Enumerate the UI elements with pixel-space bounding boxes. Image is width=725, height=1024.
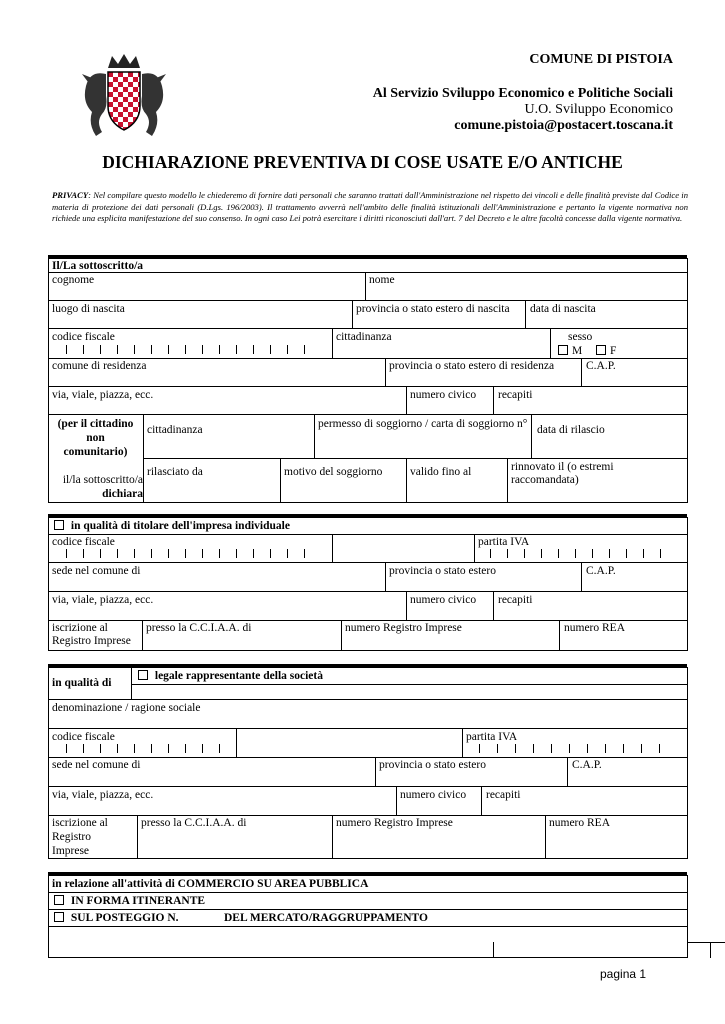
titolare-codice-fiscale-field[interactable]: codice fiscale xyxy=(52,536,115,548)
titolare-numero-rea-field[interactable]: numero REA xyxy=(564,622,626,634)
itinerante-label: IN FORMA ITINERANTE xyxy=(70,895,206,907)
service-name: Al Servizio Sviluppo Economico e Politiche Sociali xyxy=(372,86,673,101)
titolare-cciaa-field[interactable]: presso la C.C.I.A.A. di xyxy=(146,622,252,634)
titolare-numero-civico-field[interactable]: numero civico xyxy=(410,594,477,606)
titolare-iscrizione-label: iscrizione al Registro Imprese xyxy=(52,622,131,647)
societa-numero-civico-field[interactable]: numero civico xyxy=(400,789,467,801)
non-eu-label: (per il cittadino xyxy=(57,418,134,430)
titolare-checkbox[interactable] xyxy=(54,520,290,533)
titolare-partita-iva-boxes[interactable] xyxy=(474,549,688,560)
commercio-heading: in relazione all'attività di COMMERCIO SU AREA PUBBLICA xyxy=(52,878,369,890)
privacy-label: PRIVACY xyxy=(52,190,89,200)
societa-partita-iva-boxes[interactable] xyxy=(462,744,688,755)
posteggio-label: SUL POSTEGGIO N. xyxy=(70,912,179,924)
codice-fiscale-field[interactable]: codice fiscale xyxy=(52,331,115,343)
titolare-sede-field[interactable]: sede nel comune di xyxy=(52,565,141,577)
societa-codice-fiscale-field[interactable]: codice fiscale xyxy=(52,731,115,743)
sesso-m-label: M xyxy=(572,345,583,357)
data-nascita-field[interactable]: data di nascita xyxy=(530,303,596,315)
titolare-cap-field[interactable]: C.A.P. xyxy=(586,565,616,577)
societa-iscrizione-label-2: Registro xyxy=(52,831,91,843)
coat-of-arms-logo xyxy=(78,52,170,144)
sottoscritto-label: il/la sottoscritto/a xyxy=(62,474,143,486)
societa-cciaa-field[interactable]: presso la C.C.I.A.A. di xyxy=(141,817,247,829)
in-qualita-label: in qualità di xyxy=(52,677,112,689)
sesso-f-label: F xyxy=(610,345,617,357)
comune-residenza-field[interactable]: comune di residenza xyxy=(52,360,147,372)
societa-partita-iva-field[interactable]: partita IVA xyxy=(466,731,518,743)
cittadinanza-non-eu-field[interactable]: cittadinanza xyxy=(147,424,203,436)
provincia-residenza-field[interactable]: provincia o stato estero di residenza xyxy=(389,360,555,372)
titolare-provincia-field[interactable]: provincia o stato estero xyxy=(389,565,496,577)
privacy-notice xyxy=(52,190,688,225)
permesso-soggiorno-field[interactable]: permesso di soggiorno / carta di soggiorno n° xyxy=(318,418,528,430)
recapiti-field[interactable]: recapiti xyxy=(498,389,533,401)
titolare-heading: in qualità di titolare dell'impresa individuale xyxy=(70,520,290,532)
societa-cap-field[interactable]: C.A.P. xyxy=(572,759,602,771)
societa-numero-registro-field[interactable]: numero Registro Imprese xyxy=(336,817,453,829)
codice-fiscale-boxes[interactable] xyxy=(48,345,332,356)
rilasciato-da-field[interactable]: rilasciato da xyxy=(147,466,203,478)
motivo-soggiorno-field[interactable]: motivo del soggiorno xyxy=(284,466,383,478)
page-number: pagina 1 xyxy=(600,967,647,981)
denominazione-field[interactable]: denominazione / ragione sociale xyxy=(52,702,201,714)
non-eu-label-2: non xyxy=(86,432,105,444)
societa-iscrizione-label: iscrizione al xyxy=(52,817,108,829)
societa-sede-field[interactable]: sede nel comune di xyxy=(52,759,141,771)
rinnovato-field[interactable]: rinnovato il (o estremi raccomandata) xyxy=(511,461,614,486)
unit-name: U.O. Sviluppo Economico xyxy=(524,102,673,117)
titolare-recapiti-field[interactable]: recapiti xyxy=(498,594,533,606)
provincia-nascita-field[interactable]: provincia o stato estero di nascita xyxy=(356,303,510,315)
non-eu-label-3: comunitario) xyxy=(63,446,128,458)
societa-numero-rea-field[interactable]: numero REA xyxy=(549,817,611,829)
luogo-nascita-field[interactable]: luogo di nascita xyxy=(52,303,125,315)
cittadinanza-field[interactable]: cittadinanza xyxy=(336,331,392,343)
societa-provincia-field[interactable]: provincia o stato estero xyxy=(379,759,486,771)
societa-iscrizione-label-3: Imprese xyxy=(52,845,90,857)
dichiara-label: dichiara xyxy=(102,488,143,500)
sesso-label: sesso xyxy=(568,331,593,343)
societa-via-field[interactable]: via, viale, piazza, ecc. xyxy=(52,789,154,801)
itinerante-checkbox[interactable] xyxy=(54,895,205,908)
data-rilascio-field[interactable]: data di rilascio xyxy=(537,424,605,436)
titolare-codice-fiscale-boxes[interactable] xyxy=(48,549,332,560)
posteggio-checkbox[interactable] xyxy=(54,912,179,925)
titolare-partita-iva-field[interactable]: partita IVA xyxy=(478,536,530,548)
page-title: DICHIARAZIONE PREVENTIVA DI COSE USATE E/O ANTICHE xyxy=(102,152,623,172)
applicant-heading: Il/La sottoscritto/a xyxy=(52,260,144,272)
via-field[interactable]: via, viale, piazza, ecc. xyxy=(52,389,154,401)
sesso-m-checkbox[interactable] xyxy=(558,345,582,358)
valido-fino-field[interactable]: valido fino al xyxy=(410,466,472,478)
legale-rappresentante-checkbox[interactable] xyxy=(138,670,323,683)
nome-field[interactable]: nome xyxy=(369,274,395,286)
sesso-f-checkbox[interactable] xyxy=(596,345,616,358)
societa-codice-fiscale-boxes[interactable] xyxy=(48,744,332,755)
privacy-text: : Nel compilare questo modello le chiederemo di fornire dati personali che saranno trattati dall'Amministrazione nel rispetto dei vincoli e delle finalità previste dal Codice in materia di protezione dei dati personali (D.Lgs. 196/2003). Il trattamento avverrà nell'ambito delle finalità istituzionali dell'Amministrazione e pertanto la vigente normativa non richiede una esplicita manifestazione del suo consenso. In ogni caso Lei potrà esercitare i diritti riconosciuti dall'art. 7 del Decreto e le altre facoltà concesse dalla vigente normativa. xyxy=(52,190,688,223)
mercato-label: DEL MERCATO/RAGGRUPPAMENTO xyxy=(224,912,428,924)
cap-field[interactable]: C.A.P. xyxy=(586,360,616,372)
cognome-field[interactable]: cognome xyxy=(52,274,95,286)
legale-rappresentante-label: legale rappresentante della società xyxy=(154,670,323,682)
titolare-numero-registro-field[interactable]: numero Registro Imprese xyxy=(345,622,462,634)
pec-email: comune.pistoia@postacert.toscana.it xyxy=(454,118,673,133)
societa-recapiti-field[interactable]: recapiti xyxy=(486,789,521,801)
numero-civico-field[interactable]: numero civico xyxy=(410,389,477,401)
municipality-name: COMUNE DI PISTOIA xyxy=(529,52,673,67)
titolare-via-field[interactable]: via, viale, piazza, ecc. xyxy=(52,594,154,606)
